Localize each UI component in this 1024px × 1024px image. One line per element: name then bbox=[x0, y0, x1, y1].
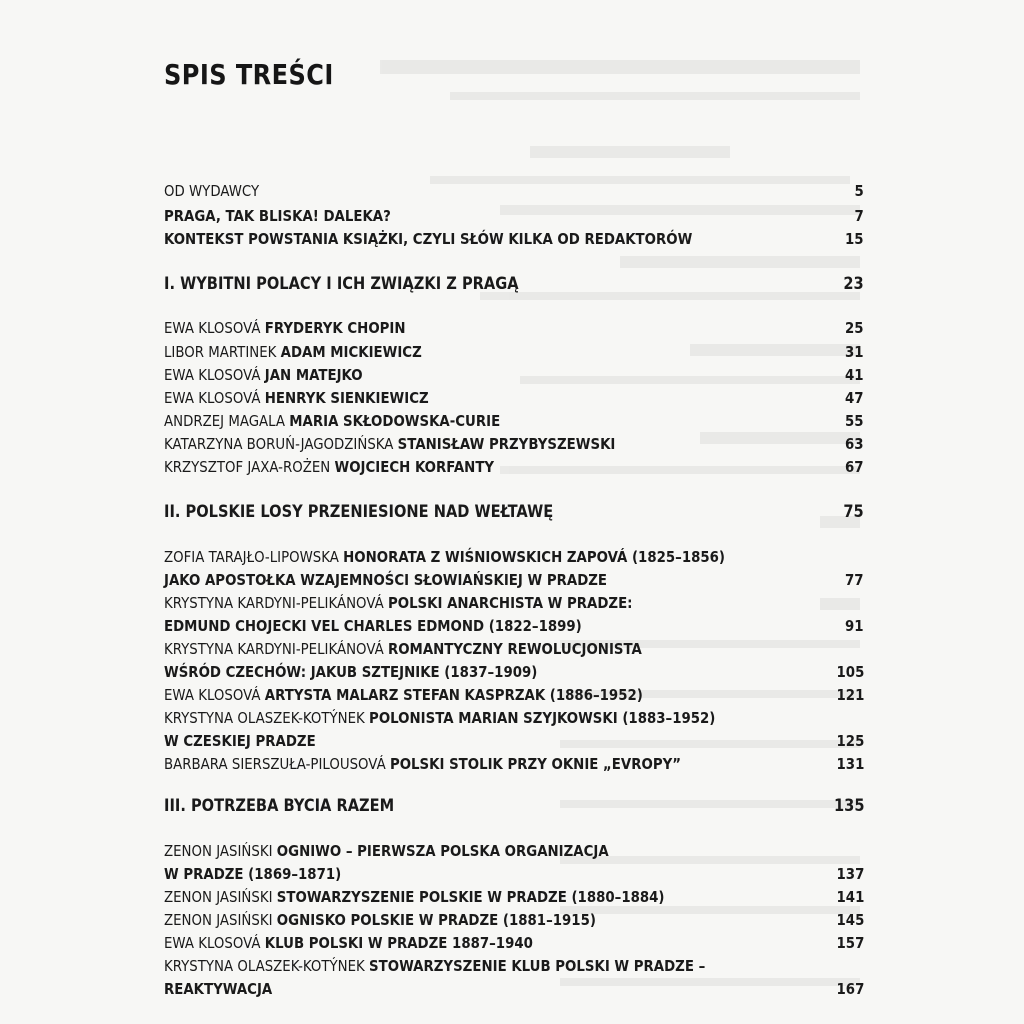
toc-title: POLSKI STOLIK PRZY OKNIE „EVROPY” bbox=[389, 755, 682, 773]
toc-entry-text bbox=[164, 955, 705, 977]
toc-page-number: 5 bbox=[854, 182, 864, 200]
toc-title: W PRADZE (1869–1871) bbox=[164, 865, 342, 883]
toc-title: MARIA SKŁODOWSKA-CURIE bbox=[289, 412, 501, 430]
toc-entry bbox=[164, 205, 864, 227]
toc-section-heading bbox=[164, 273, 864, 295]
toc-entry bbox=[164, 955, 864, 977]
page-title: SPIS TREŚCI bbox=[164, 58, 334, 91]
toc-page-number: 75 bbox=[843, 502, 864, 522]
toc-author: LIBOR MARTINEK bbox=[164, 343, 277, 361]
toc-entry-text bbox=[164, 978, 272, 1000]
toc-author: ANDRZEJ MAGALA bbox=[164, 412, 286, 430]
toc-page-number: 63 bbox=[845, 435, 864, 453]
toc-entry bbox=[164, 638, 864, 660]
toc-title: EDMUND CHOJECKI VEL CHARLES EDMOND (1822–1899) bbox=[164, 617, 582, 635]
toc-title: KONTEKST POWSTANIA KSIĄŻKI, CZYLI SŁÓW KILKA OD REDAKTORÓW bbox=[164, 230, 693, 248]
toc-entry bbox=[164, 569, 864, 591]
toc-entry-text bbox=[164, 546, 725, 568]
toc-title: POLONISTA MARIAN SZYJKOWSKI (1883–1952) bbox=[369, 709, 716, 727]
toc-entry bbox=[164, 228, 864, 250]
toc-entry bbox=[164, 546, 864, 568]
toc-entry-text bbox=[164, 661, 537, 683]
toc-entry bbox=[164, 863, 864, 885]
toc-title: STOWARZYSZENIE POLSKIE W PRADZE (1880–1884) bbox=[276, 888, 665, 906]
toc-title: III. POTRZEBA BYCIA RAZEM bbox=[164, 796, 395, 816]
toc-entry bbox=[164, 387, 864, 409]
toc-entry-text bbox=[164, 932, 533, 954]
toc-author: KRYSTYNA OLASZEK-KOTÝNEK bbox=[164, 957, 365, 975]
toc-title: ADAM MICKIEWICZ bbox=[280, 343, 422, 361]
toc-title: OGNISKO POLSKIE W PRADZE (1881–1915) bbox=[276, 911, 596, 929]
toc-entry-text bbox=[164, 840, 609, 862]
toc-author: EWA KLOSOVÁ bbox=[164, 389, 261, 407]
toc-entry bbox=[164, 661, 864, 683]
toc-page-number: 145 bbox=[836, 911, 864, 929]
toc-title: JAKO APOSTOŁKA WZAJEMNOŚCI SŁOWIAŃSKIEJ W PRADZE bbox=[164, 571, 608, 589]
toc-entry-text bbox=[164, 456, 494, 478]
toc-page-number: 135 bbox=[833, 796, 864, 816]
toc-entry-text bbox=[164, 273, 519, 295]
toc-author: EWA KLOSOVÁ bbox=[164, 319, 261, 337]
toc-section-heading bbox=[164, 795, 864, 817]
toc-entry bbox=[164, 364, 864, 386]
toc-title: WŚRÓD CZECHÓW: JAKUB SZTEJNIKE (1837–1909) bbox=[164, 663, 538, 681]
toc-entry bbox=[164, 753, 864, 775]
toc-page-number: 7 bbox=[854, 207, 864, 225]
toc-entry-text bbox=[164, 753, 681, 775]
toc-title: POLSKI ANARCHISTA W PRADZE: bbox=[387, 594, 633, 612]
toc-page-number: 25 bbox=[845, 319, 864, 337]
toc-entry bbox=[164, 592, 864, 614]
toc-title: WOJCIECH KORFANTY bbox=[334, 458, 495, 476]
toc-entry-text bbox=[164, 569, 607, 591]
toc-author: ZENON JASIŃSKI bbox=[164, 911, 273, 929]
toc-entry bbox=[164, 932, 864, 954]
toc-entry-text bbox=[164, 863, 341, 885]
toc-entry bbox=[164, 317, 864, 339]
toc-entry bbox=[164, 341, 864, 363]
toc-page-number: 23 bbox=[843, 274, 864, 294]
toc-page-number: 121 bbox=[836, 686, 864, 704]
toc-entry-text bbox=[164, 364, 363, 386]
toc-entry-text bbox=[164, 387, 429, 409]
toc-title: STOWARZYSZENIE KLUB POLSKI W PRADZE – bbox=[369, 957, 706, 975]
toc-page-number: 131 bbox=[836, 755, 864, 773]
toc-title: PRAGA, TAK BLISKA! DALEKA? bbox=[164, 207, 391, 225]
toc-author: ZOFIA TARAJŁO-LIPOWSKA bbox=[164, 548, 339, 566]
toc-title: REAKTYWACJA bbox=[164, 980, 273, 998]
toc-author: ZENON JASIŃSKI bbox=[164, 888, 273, 906]
toc-entry-text bbox=[164, 205, 391, 227]
toc-title: W CZESKIEJ PRADZE bbox=[164, 732, 316, 750]
toc-entry bbox=[164, 840, 864, 862]
toc-page-number: 47 bbox=[845, 389, 864, 407]
toc-title: JAN MATEJKO bbox=[264, 366, 363, 384]
toc-author: KRYSTYNA OLASZEK-KOTÝNEK bbox=[164, 709, 365, 727]
toc-entry-text bbox=[164, 615, 582, 637]
toc-author: KRZYSZTOF JAXA-ROŻEN bbox=[164, 458, 331, 476]
toc-entry-text bbox=[164, 592, 633, 614]
toc-page-number: 137 bbox=[836, 865, 864, 883]
toc-page-number: 167 bbox=[836, 980, 864, 998]
toc-title: HENRYK SIENKIEWICZ bbox=[264, 389, 429, 407]
toc-page-number: 105 bbox=[836, 663, 864, 681]
toc-entry-text bbox=[164, 433, 615, 455]
toc-entry-text bbox=[164, 638, 642, 660]
toc-page-number: 67 bbox=[845, 458, 864, 476]
toc-entry-text bbox=[164, 341, 422, 363]
toc-entry-text bbox=[164, 410, 500, 432]
toc-entry bbox=[164, 909, 864, 931]
toc-page-number: 15 bbox=[845, 230, 864, 248]
toc-entry bbox=[164, 978, 864, 1000]
toc-section-heading bbox=[164, 501, 864, 523]
toc-entry bbox=[164, 615, 864, 637]
toc-author: OD WYDAWCY bbox=[164, 182, 260, 200]
toc-page-number: 157 bbox=[836, 934, 864, 952]
toc-title: HONORATA Z WIŚNIOWSKICH ZAPOVÁ (1825–1856) bbox=[343, 548, 726, 566]
toc-entry-text bbox=[164, 501, 553, 523]
toc-author: EWA KLOSOVÁ bbox=[164, 686, 261, 704]
toc-entry bbox=[164, 433, 864, 455]
toc-entry bbox=[164, 707, 864, 729]
toc-title: STANISŁAW PRZYBYSZEWSKI bbox=[397, 435, 616, 453]
toc-title: FRYDERYK CHOPIN bbox=[264, 319, 406, 337]
toc-entry-text bbox=[164, 909, 596, 931]
toc-author: KATARZYNA BORUŃ-JAGODZIŃSKA bbox=[164, 435, 394, 453]
toc-title: ARTYSTA MALARZ STEFAN KASPRZAK (1886–1952) bbox=[264, 686, 643, 704]
toc-page-number: 77 bbox=[845, 571, 864, 589]
toc-page-number: 41 bbox=[845, 366, 864, 384]
toc-entry bbox=[164, 730, 864, 752]
toc-author: BARBARA SIERSZUŁA-PILOUSOVÁ bbox=[164, 755, 386, 773]
toc-entry-text bbox=[164, 730, 316, 752]
toc-page-number: 125 bbox=[836, 732, 864, 750]
toc-entry bbox=[164, 180, 864, 202]
toc-entry-text bbox=[164, 228, 692, 250]
toc-author: ZENON JASIŃSKI bbox=[164, 842, 273, 860]
toc-author: KRYSTYNA KARDYNI-PELIKÁNOVÁ bbox=[164, 640, 384, 658]
toc-title: KLUB POLSKI W PRADZE 1887–1940 bbox=[264, 934, 533, 952]
toc-title: OGNIWO – PIERWSZA POLSKA ORGANIZACJA bbox=[276, 842, 609, 860]
toc-page-number: 91 bbox=[845, 617, 864, 635]
toc-entry bbox=[164, 410, 864, 432]
toc-entry bbox=[164, 684, 864, 706]
toc-entry-text bbox=[164, 795, 394, 817]
toc-author: EWA KLOSOVÁ bbox=[164, 934, 261, 952]
toc-title: I. WYBITNI POLACY I ICH ZWIĄZKI Z PRAGĄ bbox=[164, 274, 519, 294]
toc-entry-text bbox=[164, 684, 643, 706]
toc-title: ROMANTYCZNY REWOLUCJONISTA bbox=[387, 640, 642, 658]
toc-entry bbox=[164, 456, 864, 478]
toc-author: EWA KLOSOVÁ bbox=[164, 366, 261, 384]
toc-author: KRYSTYNA KARDYNI-PELIKÁNOVÁ bbox=[164, 594, 384, 612]
toc-page-number: 141 bbox=[836, 888, 864, 906]
toc-entry bbox=[164, 886, 864, 908]
toc-page-number: 55 bbox=[845, 412, 864, 430]
toc-entry-text bbox=[164, 886, 665, 908]
toc-entry-text bbox=[164, 707, 715, 729]
toc-entry-text bbox=[164, 317, 406, 339]
toc-title: II. POLSKIE LOSY PRZENIESIONE NAD WEŁTAWĘ bbox=[164, 502, 554, 522]
toc-page-number: 31 bbox=[845, 343, 864, 361]
toc-entry-text bbox=[164, 180, 259, 202]
